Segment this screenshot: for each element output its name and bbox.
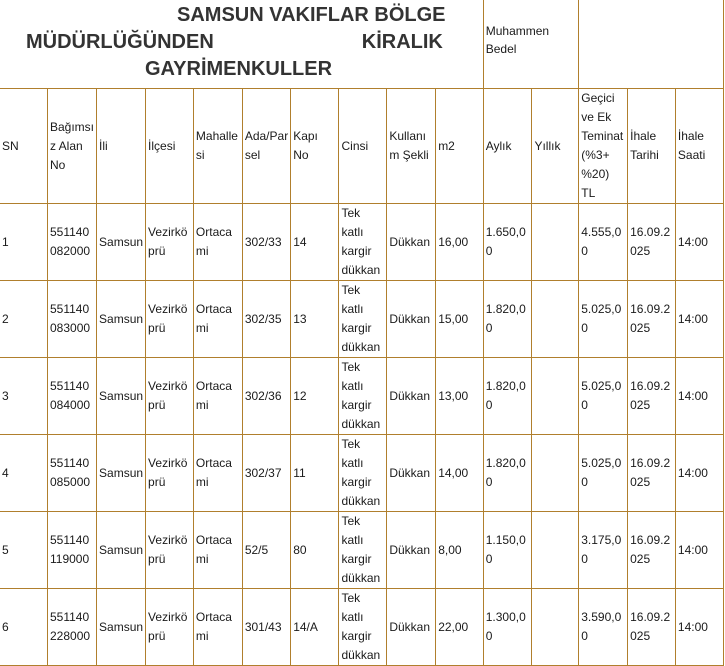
cell-mahallesi: Ortaca mi (193, 435, 242, 512)
cell-ili: Samsun (97, 435, 146, 512)
cell-m2: 22,00 (436, 589, 484, 666)
cell-ihale-tarihi: 16.09.2 025 (628, 589, 676, 666)
cell-kullanim: Dükkan (387, 281, 436, 358)
cell-ada-parsel: 302/35 (242, 281, 290, 358)
cell-sn: 2 (0, 281, 48, 358)
table-row (0, 589, 724, 666)
cell-ihale-tarihi: 16.09.2 025 (628, 435, 676, 512)
col-header-sn: SN (0, 89, 48, 204)
cell-yillik (532, 281, 579, 358)
cell-kapi-no: 11 (291, 435, 339, 512)
cell-sn: 6 (0, 589, 48, 666)
col-header-yillik: Yıllık (532, 89, 579, 204)
cell-aylik: 1.820,0 0 (483, 281, 532, 358)
cell-ilcesi: Vezirkö prü (146, 281, 194, 358)
col-header-kullanim: Kullanı m Şekli (387, 89, 436, 204)
cell-ada-parsel: 301/43 (242, 589, 290, 666)
cell-kapi-no: 80 (291, 512, 339, 589)
cell-kullanim: Dükkan (387, 589, 436, 666)
cell-aylik: 1.820,0 0 (483, 358, 532, 435)
cell-ada-parsel: 52/5 (242, 512, 290, 589)
cell-cinsi: Tek katlı kargir dükkan (339, 512, 387, 589)
cell-aylik: 1.300,0 0 (483, 589, 532, 666)
cell-cinsi: Tek katlı kargir dükkan (339, 281, 387, 358)
cell-mahallesi: Ortaca mi (193, 281, 242, 358)
cell-teminat: 5.025,0 0 (579, 358, 628, 435)
cell-ilcesi: Vezirkö prü (146, 435, 194, 512)
cell-m2: 8,00 (436, 512, 484, 589)
cell-cinsi: Tek katlı kargir dükkan (339, 435, 387, 512)
cell-ihale-tarihi: 16.09.2 025 (628, 512, 676, 589)
cell-ihale-saati: 14:00 (675, 435, 723, 512)
cell-ihale-saati: 14:00 (675, 358, 723, 435)
table-row (0, 204, 724, 281)
cell-ada-parsel: 302/37 (242, 435, 290, 512)
cell-sn: 4 (0, 435, 48, 512)
header-row (0, 89, 724, 204)
cell-cinsi: Tek katlı kargir dükkan (339, 204, 387, 281)
cell-ili: Samsun (97, 281, 146, 358)
cell-ili: Samsun (97, 512, 146, 589)
title-line-3: GAYRİMENKULLER (145, 58, 333, 80)
cell-ada-parsel: 302/36 (242, 358, 290, 435)
cell-ilcesi: Vezirkö prü (146, 358, 194, 435)
col-header-cinsi: Cinsi (339, 89, 387, 204)
title-blank-cell (579, 0, 724, 89)
title-row (0, 0, 724, 89)
table-row (0, 435, 724, 512)
cell-mahallesi: Ortaca mi (193, 358, 242, 435)
cell-sn: 5 (0, 512, 48, 589)
col-header-ihale-saati: İhale Saati (675, 89, 723, 204)
cell-ihale-tarihi: 16.09.2 025 (628, 358, 676, 435)
cell-mahallesi: Ortaca mi (193, 589, 242, 666)
cell-alan-no: 551140 082000 (48, 204, 97, 281)
cell-ilcesi: Vezirkö prü (146, 512, 194, 589)
cell-ilcesi: Vezirkö prü (146, 204, 194, 281)
table-row (0, 281, 724, 358)
cell-m2: 16,00 (436, 204, 484, 281)
cell-mahallesi: Ortaca mi (193, 512, 242, 589)
col-header-kapi-no: Kapı No (291, 89, 339, 204)
table-row (0, 512, 724, 589)
table-row (0, 358, 724, 435)
cell-ihale-saati: 14:00 (675, 281, 723, 358)
cell-aylik: 1.150,0 0 (483, 512, 532, 589)
cell-alan-no: 551140 084000 (48, 358, 97, 435)
cell-yillik (532, 435, 579, 512)
cell-alan-no: 551140 228000 (48, 589, 97, 666)
col-header-ili: İli (97, 89, 146, 204)
cell-cinsi: Tek katlı kargir dükkan (339, 589, 387, 666)
cell-mahallesi: Ortaca mi (193, 204, 242, 281)
cell-ihale-saati: 14:00 (675, 204, 723, 281)
cell-ihale-saati: 14:00 (675, 589, 723, 666)
cell-teminat: 3.590,0 0 (579, 589, 628, 666)
cell-alan-no: 551140 083000 (48, 281, 97, 358)
col-header-aylik: Aylık (483, 89, 532, 204)
cell-alan-no: 551140 119000 (48, 512, 97, 589)
page-title (0, 0, 483, 89)
cell-ihale-tarihi: 16.09.2 025 (628, 281, 676, 358)
cell-m2: 13,00 (436, 358, 484, 435)
cell-yillik (532, 358, 579, 435)
col-header-ihale-tarihi: İhale Tarihi (628, 89, 676, 204)
cell-kullanim: Dükkan (387, 204, 436, 281)
cell-ihale-tarihi: 16.09.2 025 (628, 204, 676, 281)
muhammen-bedel-header: Muhammen Bedel (483, 0, 579, 89)
cell-ili: Samsun (97, 358, 146, 435)
cell-kapi-no: 14/A (291, 589, 339, 666)
cell-sn: 3 (0, 358, 48, 435)
col-header-m2: m2 (436, 89, 484, 204)
cell-teminat: 4.555,0 0 (579, 204, 628, 281)
cell-cinsi: Tek katlı kargir dükkan (339, 358, 387, 435)
col-header-alan-no: Bağımsı z Alan No (48, 89, 97, 204)
cell-m2: 15,00 (436, 281, 484, 358)
cell-kullanim: Dükkan (387, 435, 436, 512)
cell-ili: Samsun (97, 589, 146, 666)
cell-yillik (532, 204, 579, 281)
cell-ihale-saati: 14:00 (675, 512, 723, 589)
col-header-ada-parsel: Ada/Par sel (242, 89, 290, 204)
cell-ili: Samsun (97, 204, 146, 281)
cell-yillik (532, 512, 579, 589)
cell-kullanim: Dükkan (387, 512, 436, 589)
cell-kapi-no: 12 (291, 358, 339, 435)
col-header-ilcesi: İlçesi (146, 89, 194, 204)
cell-alan-no: 551140 085000 (48, 435, 97, 512)
cell-sn: 1 (0, 204, 48, 281)
cell-teminat: 5.025,0 0 (579, 281, 628, 358)
cell-kullanim: Dükkan (387, 358, 436, 435)
cell-ilcesi: Vezirkö prü (146, 589, 194, 666)
cell-yillik (532, 589, 579, 666)
cell-kapi-no: 14 (291, 204, 339, 281)
cell-m2: 14,00 (436, 435, 484, 512)
title-line-2: MÜDÜRLÜĞÜNDEN KİRALIK (26, 31, 443, 53)
cell-aylik: 1.820,0 0 (483, 435, 532, 512)
cell-teminat: 3.175,0 0 (579, 512, 628, 589)
cell-aylik: 1.650,0 0 (483, 204, 532, 281)
cell-teminat: 5.025,0 0 (579, 435, 628, 512)
col-header-mahallesi: Mahalle si (193, 89, 242, 204)
title-line-1: SAMSUN VAKIFLAR BÖLGE (177, 4, 446, 26)
cell-ada-parsel: 302/33 (242, 204, 290, 281)
cell-kapi-no: 13 (291, 281, 339, 358)
col-header-teminat: Geçici ve Ek Teminat (%3+ %20) TL (579, 89, 628, 204)
